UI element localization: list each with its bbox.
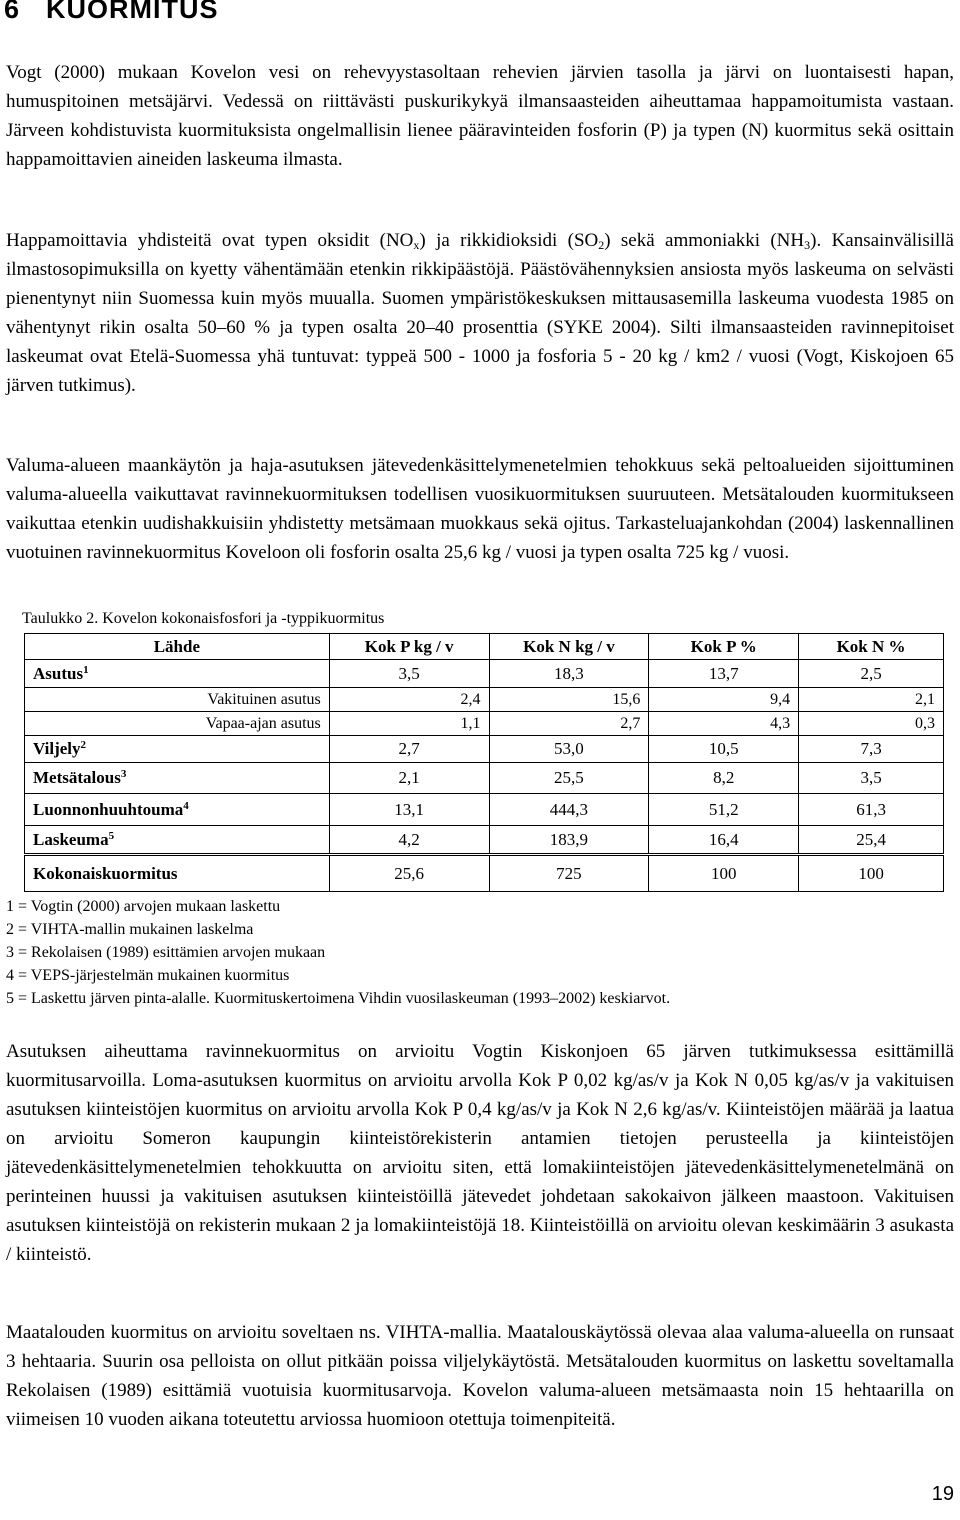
footnote: 2 = VIHTA-mallin mukainen laskelma — [6, 921, 254, 938]
table-cell: 9,4 — [649, 688, 799, 712]
footnote: 5 = Laskettu järven pinta-alalle. Kuormituskertoimena Vihdin vuosilaskeuman (1993–2002) keskiarvot. — [6, 990, 671, 1007]
footnote: 3 = Rekolaisen (1989) esittämien arvojen mukaan — [6, 944, 326, 961]
column-header: Lähde — [25, 634, 330, 660]
table-cell: 15,6 — [489, 688, 649, 712]
table-caption: Taulukko 2. Kovelon kokonaisfosfori ja -typpikuormitus — [22, 610, 385, 627]
text-run: ). Kansainvälisillä ilmastosopimuksilla on kyetty vähentämään etenkin rikkipäästöjä. Päästövähennyksien ansiosta myös laskeuma on selvästi pienentynyt niin Suomessa kuin myös muualla. Suomen ympäristökeskuksen mittausasemilla laskeuma vuodesta 1985 on vähentynyt rikin osalta 50–60 % ja typen osalta 20–40 prosenttia (SYKE 2004). Silti ilmansaasteiden ravinnepitoiset laskeumat ovat Etelä-Suomessa yhä tuntuvat: typpeä 500 - 1000 ja fosforia 5 - 20 kg / km2 / vuosi (Vogt, Kiskojoen 65 järven tutkimus). — [6, 230, 954, 396]
table-cell: 100 — [649, 855, 799, 892]
row-label: Vakituinen asutus — [25, 688, 330, 712]
column-header: Kok N % — [799, 634, 944, 660]
table-cell: 51,2 — [649, 794, 799, 826]
table-cell: 16,4 — [649, 826, 799, 855]
section-title: KUORMITUS — [46, 0, 219, 24]
table-cell: 25,6 — [329, 855, 489, 892]
paragraph-agriculture: Maatalouden kuormitus on arvioitu soveltaen ns. VIHTA-mallia. Maatalouskäytössä olevaa alaa valuma-alueella on runsaat 3 hehtaaria. Suurin osa pelloista on ollut pitkään poissa viljelykäytöstä. Metsätalouden kuormitus on laskettu soveltamalla Rekolaisen (1989) esittämiä vuotuisia kuormitusarvoja. Kovelon valuma-alueen metsämaasta noin 15 hehtaarilla on viimeisen 10 vuoden aikana toteutettu arviossa huomioon otettuja toimenpiteitä. — [6, 1322, 954, 1430]
section-number: 6 — [4, 0, 21, 24]
table-row — [25, 794, 944, 826]
table-cell: 3,5 — [329, 660, 489, 688]
section-heading — [4, 0, 219, 25]
column-header: Kok N kg / v — [489, 634, 649, 660]
subscript: x — [413, 238, 420, 252]
table-cell: 3,5 — [799, 763, 944, 794]
table-cell: 7,3 — [799, 736, 944, 763]
column-header: Kok P kg / v — [329, 634, 489, 660]
column-header: Kok P % — [649, 634, 799, 660]
row-label: Luonnonhuuhtouma$^4$ — [25, 794, 330, 826]
load-table — [24, 633, 944, 892]
table-row — [25, 763, 944, 794]
table-cell: 25,4 — [799, 826, 944, 855]
row-label: Viljely$^2$ — [25, 736, 330, 763]
table-cell: 18,3 — [489, 660, 649, 688]
table-cell: 2,4 — [329, 688, 489, 712]
table-cell: 2,1 — [799, 688, 944, 712]
table-cell: 2,7 — [329, 736, 489, 763]
table-header-row — [25, 634, 944, 660]
table-cell: 100 — [799, 855, 944, 892]
table-cell: 13,7 — [649, 660, 799, 688]
page-number: 19 — [931, 1483, 954, 1505]
table-cell: 13,1 — [329, 794, 489, 826]
table-footnotes — [6, 895, 670, 1010]
paragraph-catchment: Valuma-alueen maankäytön ja haja-asutuksen jätevedenkäsittelymenetelmien tehokkuus sekä peltoalueiden sijoittuminen valuma-alueella vaikuttavat ravinnekuormituksen todellisen vuosikuormituksen suuruuteen. Metsätalouden kuormitukseen vaikuttaa etenkin uudishakkuisiin yhdistetty metsämaan muokkaus sekä ojitus. Tarkasteluajankohdan (2004) laskennallinen vuotuinen ravinnekuormitus Koveloon oli fosforin osalta 25,6 kg / vuosi ja typen osalta 725 kg / vuosi. — [6, 455, 954, 563]
row-label: Kokonaiskuormitus — [25, 855, 330, 892]
table-cell: 2,5 — [799, 660, 944, 688]
subscript: 2 — [598, 238, 605, 252]
table-row — [25, 660, 944, 688]
paragraph-housing: Asutuksen aiheuttama ravinnekuormitus on arvioitu Vogtin Kiskonjoen 65 järven tutkimuksessa esittämillä kuormitusarvoilla. Loma-asutuksen kuormitus on arvioitu arvolla Kok P 0,02 kg/as/v ja Kok N 0,05 kg/as/v ja vakituisen asutuksen kiinteistöjen kuormitus on arvioitu arvolla Kok P 0,4 kg/as/v ja Kok N 2,6 kg/as/v. Kiinteistöjen määrää ja laatua on arvioitu Someron kaupungin kiinteistörekisterin antamien tietojen perusteella ja kiinteistöjen jätevedenkäsittelymenetelmien tehokkuutta on arvioitu siten, että lomakiinteistöjen jätevedenkäsittelymenetelmänä on perinteinen huussi ja vakituisen asutuksen kiinteistöillä jätevedet johdetaan sakokaivon jälkeen maastoon. Vakituisen asutuksen kiinteistöjä on rekisterin mukaan 2 ja lomakiinteistöjä 18. Kiinteistöillä on arvioitu olevan keskimäärin 3 asukasta / kiinteistö. — [6, 1041, 954, 1265]
text-run: Happamoittavia yhdisteitä ovat typen oksidit (NO — [6, 230, 414, 251]
footnote: 1 = Vogtin (2000) arvojen mukaan laskettu — [6, 898, 281, 915]
subscript: 3 — [804, 238, 811, 252]
paragraph-intro: Vogt (2000) mukaan Kovelon vesi on rehevyystasoltaan rehevien järvien tasolla ja järvi on luontaisesti hapan, humuspitoinen metsäjärvi. Vedessä on riittävästi puskurikykyä ilmansaasteiden aiheuttamaa happamoitumista vastaan. Järveen kohdistuvista kuormituksista ongelmallisin lienee pääravinteiden fosforin (P) ja typen (N) kuormitus sekä osittain happamoittavien aineiden laskeuma ilmasta. — [6, 62, 954, 170]
table-cell: 444,3 — [489, 794, 649, 826]
table-cell: 0,3 — [799, 712, 944, 736]
paragraph-acidifying — [6, 226, 954, 400]
table-cell: 1,1 — [329, 712, 489, 736]
row-label: Asutus$^1$ — [25, 660, 330, 688]
table-cell: 2,7 — [489, 712, 649, 736]
row-label: Laskeuma$^5$ — [25, 826, 330, 855]
row-label: Metsätalous$^3$ — [25, 763, 330, 794]
table-row — [25, 688, 944, 712]
table-cell: 183,9 — [489, 826, 649, 855]
text-run: ) ja rikkidioksidi (SO — [419, 230, 599, 251]
table-cell: 2,1 — [329, 763, 489, 794]
table-cell: 10,5 — [649, 736, 799, 763]
table-total-row — [25, 855, 944, 892]
footnote: 4 = VEPS-järjestelmän mukainen kuormitus — [6, 967, 290, 984]
row-label: Vapaa-ajan asutus — [25, 712, 330, 736]
table-cell: 25,5 — [489, 763, 649, 794]
table-cell: 4,3 — [649, 712, 799, 736]
table-cell: 8,2 — [649, 763, 799, 794]
text-run: ) sekä ammoniakki (NH — [604, 230, 805, 251]
table-row — [25, 736, 944, 763]
table-cell: 4,2 — [329, 826, 489, 855]
table-cell: 725 — [489, 855, 649, 892]
table-cell: 61,3 — [799, 794, 944, 826]
table-row — [25, 712, 944, 736]
table-cell: 53,0 — [489, 736, 649, 763]
table-row — [25, 826, 944, 855]
